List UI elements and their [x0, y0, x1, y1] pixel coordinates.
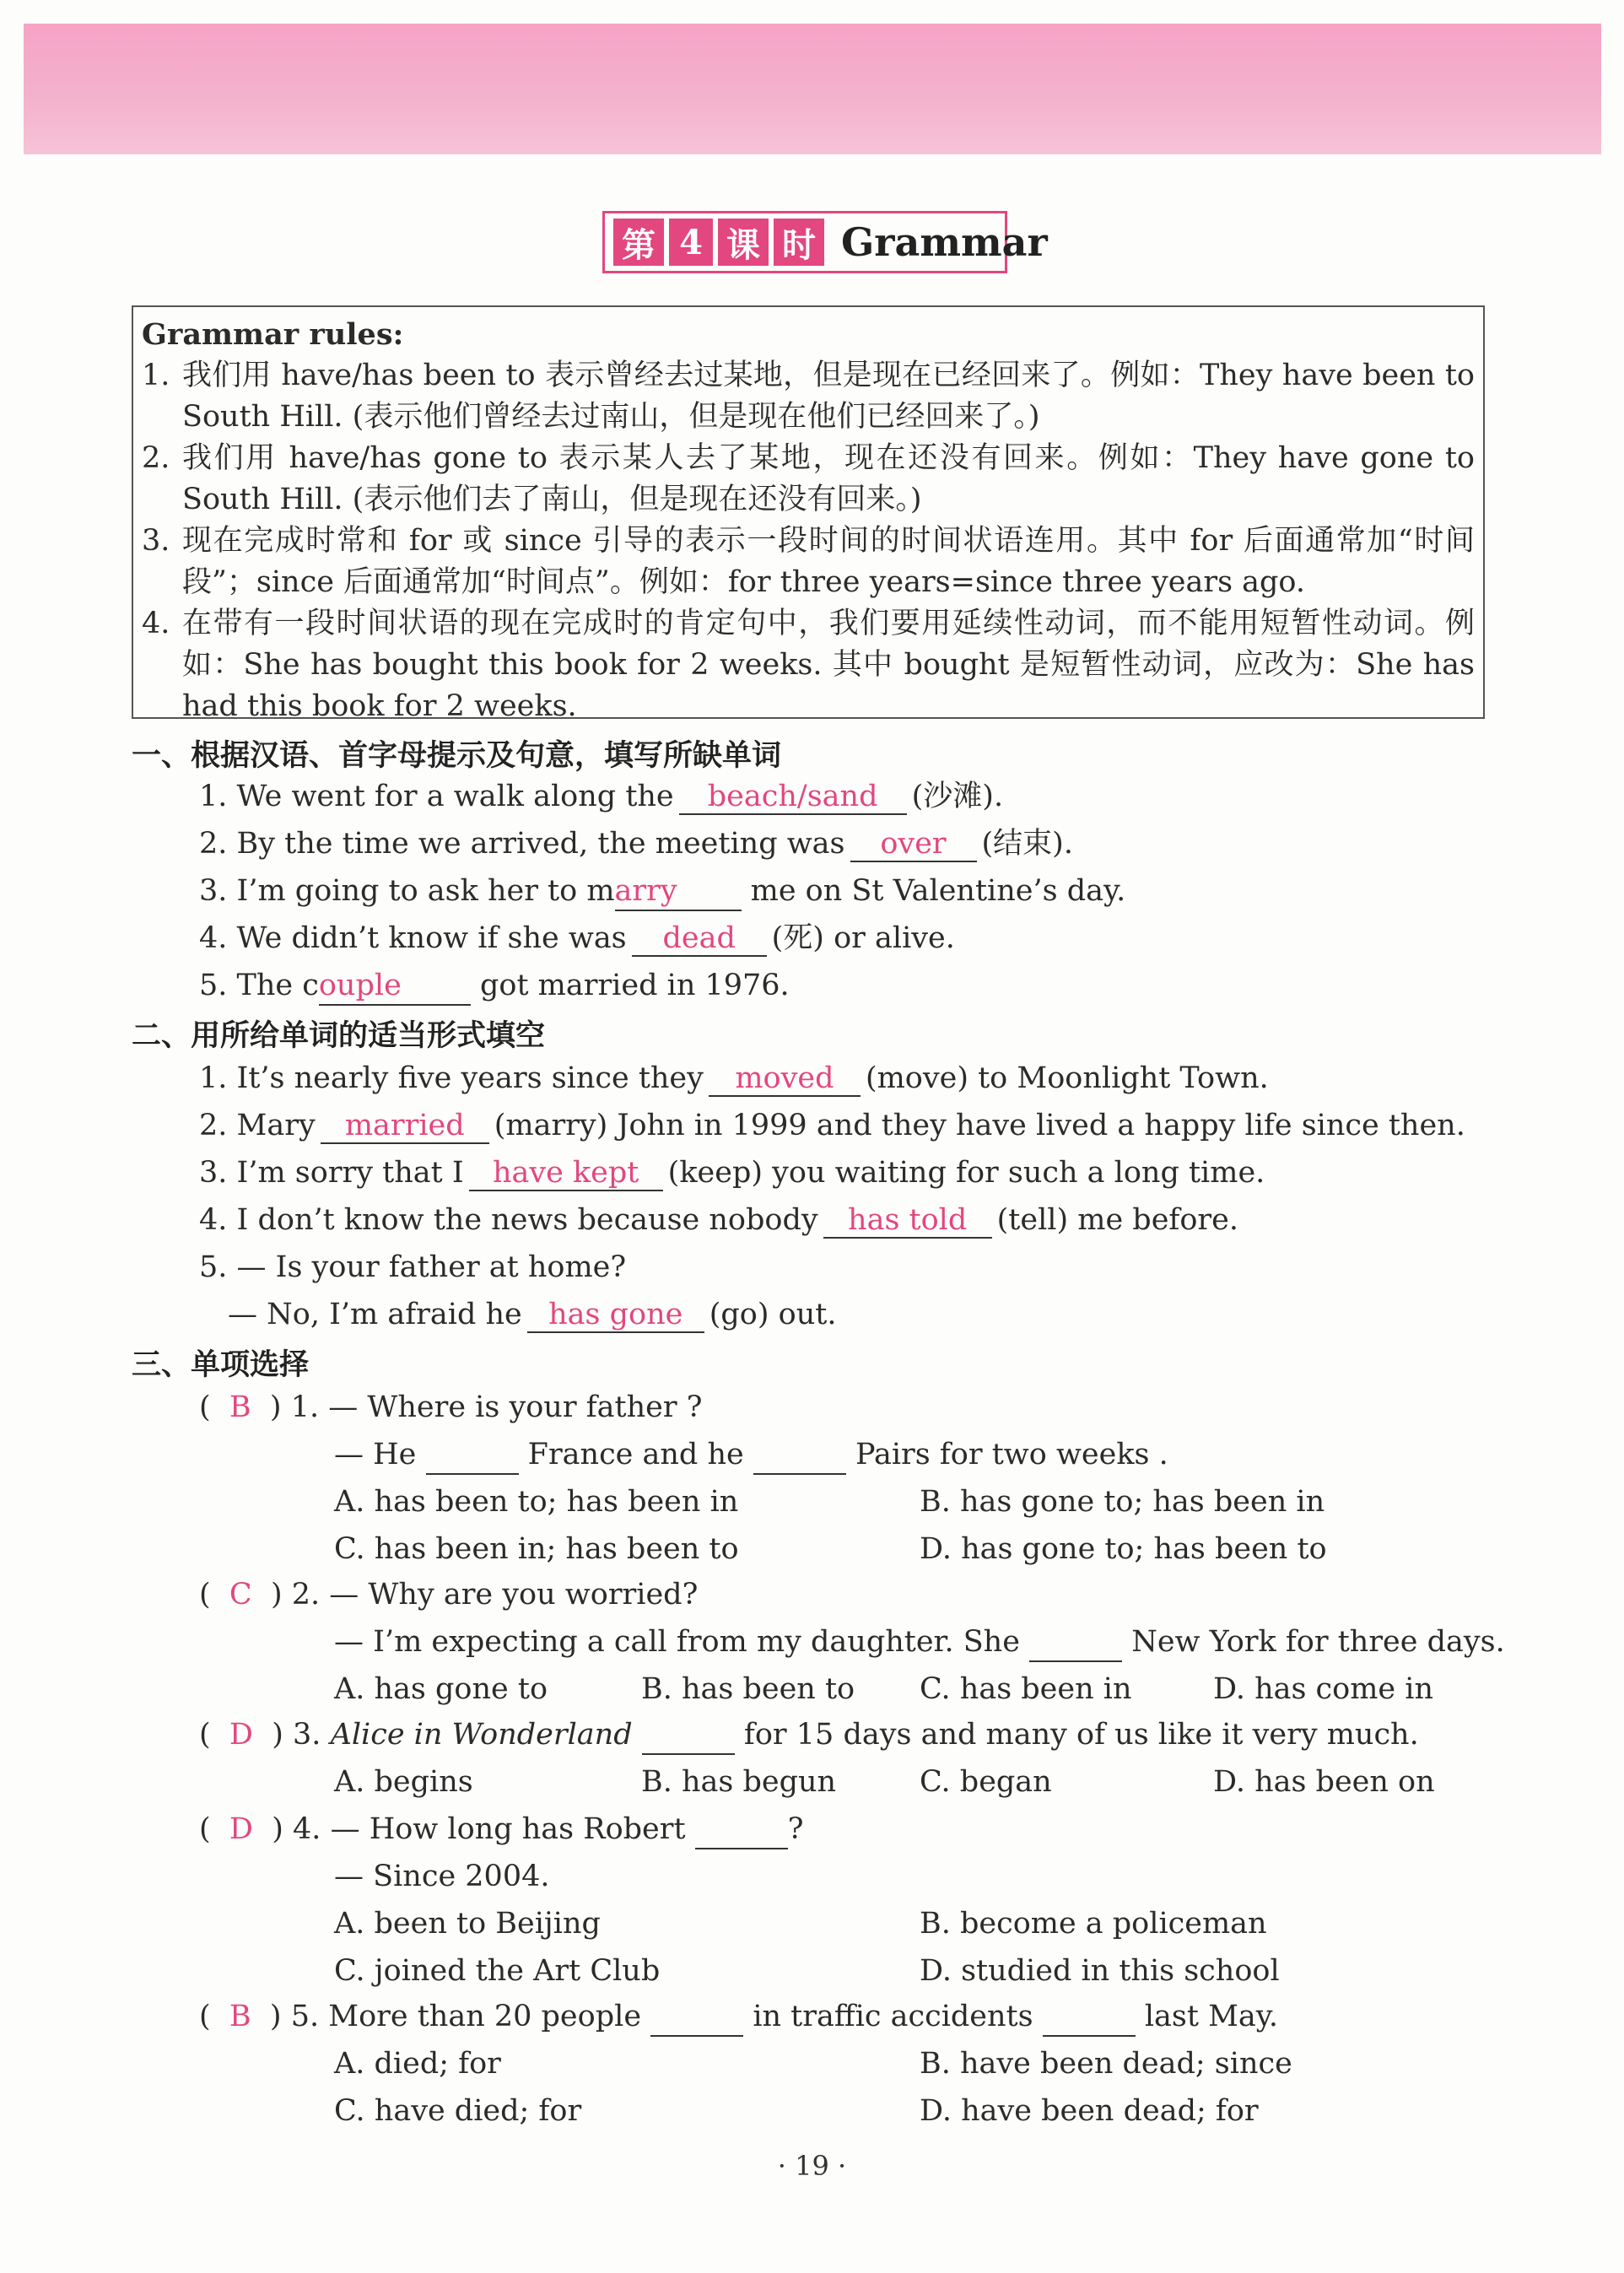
answer-blank: married — [321, 1109, 489, 1144]
option-a: A. begins — [334, 1765, 473, 1799]
s2-question-4: 4. I don’t know the news because nobody has told (tell) me before. — [199, 1203, 1238, 1237]
s2-question-5-reply: — No, I’m afraid he has gone (go) out. — [228, 1298, 837, 1331]
option-a: A. died; for — [334, 2047, 501, 2081]
section2-title: 二、用所给单词的适当形式填空 — [132, 1019, 546, 1053]
section3-title: 三、单项选择 — [132, 1348, 310, 1382]
title-chip: 课 — [718, 219, 769, 266]
mc-question-2: ( C ) 2. — Why are you worried? — [199, 1578, 699, 1612]
mc-answer: B — [229, 2000, 251, 2033]
rule-item: 2. 我们用 have/has gone to 表示某人去了某地，现在还没有回来。例如：They have gone to South Hill. (表示他们去了南山，但是现在还没有回来。) — [142, 441, 1475, 516]
lesson-title — [602, 211, 1048, 273]
s2-question-2: 2. Mary married (marry) John in 1999 and they have lived a happy life since then. — [199, 1109, 1465, 1142]
s1-question-5: 5. The couple got married in 1976. — [199, 967, 790, 1006]
option-d: D. studied in this school — [920, 1954, 1280, 1988]
option-a: A. has gone to — [334, 1672, 548, 1706]
rule-item: 4. 在带有一段时间状语的现在完成时的肯定句中，我们要用延续性动词，而不能用短暂性动词。例如：She has bought this book for 2 weeks. 其中 bought 是短暂性动词，应改为：She has had this book for 2 weeks. — [142, 607, 1475, 723]
answer-blank: moved — [709, 1061, 861, 1097]
option-c: C. has been in; has been to — [334, 1532, 739, 1566]
s1-question-4: 4. We didn’t know if she was dead (死) or alive. — [199, 921, 955, 955]
option-d: D. has come in — [1213, 1672, 1433, 1706]
option-a: A. been to Beijing — [334, 1907, 601, 1941]
answer-blank: dead — [632, 921, 767, 957]
option-d: D. has been on — [1213, 1765, 1435, 1799]
option-c: C. has been in — [920, 1672, 1132, 1706]
rule-item: 3. 现在完成时常和 for 或 since 引导的表示一段时间的时间状语连用。其中 for 后面通常加“时间段”；since 后面通常加“时间点”。例如：for three years=since three years ago. — [142, 524, 1475, 599]
option-b: B. have been dead; since — [920, 2047, 1292, 2081]
s1-question-1: 1. We went for a walk along the beach/sand (沙滩). — [199, 780, 1004, 813]
answer-blank: have kept — [469, 1156, 663, 1191]
option-d: D. have been dead; for — [920, 2094, 1259, 2128]
answer-blank: has told — [823, 1203, 992, 1239]
s2-question-3: 3. I’m sorry that I have kept (keep) you waiting for such a long time. — [199, 1156, 1265, 1190]
s1-question-2: 2. By the time we arrived, the meeting was over (结束). — [199, 827, 1073, 861]
answer-blank: over — [850, 827, 977, 862]
title-word: Grammar — [841, 219, 1048, 265]
answer-blank: beach/sand — [679, 780, 907, 815]
option-b: B. has begun — [641, 1765, 837, 1799]
answer-text: arry — [614, 874, 677, 908]
s2-question-1: 1. It’s nearly five years since they moved (move) to Moonlight Town. — [199, 1061, 1269, 1095]
mc-answer: D — [229, 1718, 253, 1752]
s2-question-5: 5. — Is your father at home? — [199, 1250, 627, 1284]
mc-question-1: ( B ) 1. — Where is your father ? — [199, 1390, 703, 1424]
grammar-rules-box — [132, 305, 1485, 723]
option-b: B. has been to — [641, 1672, 855, 1706]
page-number: · 19 · — [777, 2150, 847, 2182]
title-chip: 时 — [774, 219, 824, 266]
option-c: C. joined the Art Club — [334, 1954, 661, 1988]
mc-answer: D — [229, 1812, 253, 1846]
option-c: C. have died; for — [334, 2094, 582, 2128]
mc-question-3: ( D ) 3. Alice in Wonderland for 15 days and many of us like it very much. — [199, 1716, 1419, 1755]
title-chip: 第 — [613, 219, 664, 266]
mc-answer: B — [229, 1390, 251, 1424]
option-b: B. has gone to; has been in — [920, 1485, 1325, 1519]
answer-blank: has gone — [527, 1298, 704, 1333]
option-a: A. has been to; has been in — [334, 1485, 739, 1519]
grammar-rules-title: Grammar rules: — [142, 317, 404, 352]
mc-answer: C — [229, 1578, 252, 1612]
option-b: B. become a policeman — [920, 1907, 1267, 1941]
option-c: C. began — [920, 1765, 1052, 1799]
mc-question-4: ( D ) 4. — How long has Robert ? — [199, 1811, 803, 1849]
mc-question-4-line2: — Since 2004. — [334, 1860, 550, 1893]
mc-question-1-line2: — He France and he Pairs for two weeks . — [334, 1436, 1168, 1475]
title-chip-number: 4 — [669, 219, 713, 266]
s1-question-3: 3. I’m going to ask her to marry me on St Valentine’s day. — [199, 872, 1125, 911]
section1-title: 一、根据汉语、首字母提示及句意，填写所缺单词 — [132, 739, 782, 773]
mc-question-5: ( B ) 5. More than 20 people in traffic accidents last May. — [199, 1998, 1278, 2037]
mc-question-2-line2: — I’m expecting a call from my daughter. She New York for three days. — [334, 1623, 1505, 1662]
header-band — [24, 24, 1601, 154]
rule-item: 1. 我们用 have/has been to 表示曾经去过某地，但是现在已经回来了。例如：They have been to South Hill. (表示他们曾经去过南山，但是现在他们已经回来了。) — [142, 359, 1475, 434]
answer-text: ouple — [318, 969, 402, 1002]
option-d: D. has gone to; has been to — [920, 1532, 1327, 1566]
